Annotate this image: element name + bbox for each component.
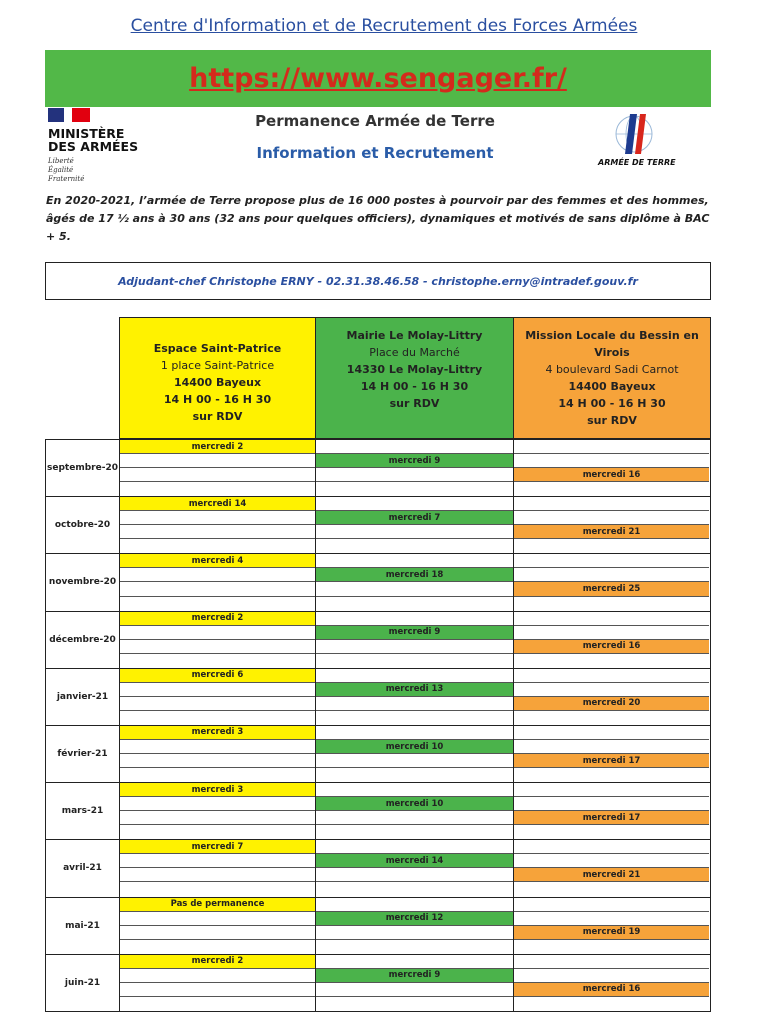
column-mission <box>514 669 709 725</box>
empty-cell <box>514 955 709 969</box>
empty-cell <box>316 669 513 683</box>
empty-cell <box>120 854 315 868</box>
column-mission <box>514 898 709 954</box>
empty-cell <box>514 654 709 668</box>
empty-cell <box>316 898 513 912</box>
empty-cell <box>120 697 315 711</box>
empty-cell <box>514 997 709 1011</box>
column-molay <box>316 612 514 668</box>
empty-cell <box>514 783 709 797</box>
column-mission <box>514 554 709 610</box>
empty-cell <box>514 669 709 683</box>
column-bayeux <box>120 554 316 610</box>
empty-cell <box>120 740 315 754</box>
empty-cell <box>120 454 315 468</box>
empty-cell <box>316 640 513 654</box>
armee-de-terre-text: ARMÉE DE TERRE <box>598 158 676 167</box>
empty-cell <box>120 811 315 825</box>
month-label: novembre-20 <box>46 554 120 610</box>
column-mission <box>514 612 709 668</box>
empty-cell <box>120 969 315 983</box>
column-bayeux <box>120 669 316 725</box>
empty-cell <box>316 582 513 596</box>
url-banner <box>45 50 711 107</box>
date-cell-molay: mercredi 7 <box>316 511 513 525</box>
schedule-row <box>45 955 711 1012</box>
month-label: mai-21 <box>46 898 120 954</box>
column-molay <box>316 955 514 1011</box>
column-mission <box>514 783 709 839</box>
empty-cell <box>120 768 315 782</box>
empty-cell <box>316 754 513 768</box>
empty-cell <box>316 955 513 969</box>
date-cell-mission: mercredi 16 <box>514 983 709 997</box>
empty-cell <box>316 868 513 882</box>
date-cell-bayeux: mercredi 7 <box>120 840 315 854</box>
empty-cell <box>316 554 513 568</box>
empty-cell <box>514 626 709 640</box>
schedule-table <box>45 439 711 1012</box>
date-cell-bayeux: mercredi 14 <box>120 497 315 511</box>
empty-cell <box>316 482 513 496</box>
contact-info: Adjudant-chef Christophe ERNY - 02.31.38.46.58 - christophe.erny@intradef.gouv.fr <box>118 274 638 288</box>
column-mission <box>514 726 709 782</box>
column-molay <box>316 898 514 954</box>
date-cell-bayeux: mercredi 2 <box>120 612 315 626</box>
empty-cell <box>316 440 513 454</box>
date-cell-molay: mercredi 10 <box>316 797 513 811</box>
empty-cell <box>316 697 513 711</box>
ministry-logo <box>48 108 188 184</box>
empty-cell <box>514 840 709 854</box>
date-cell-mission: mercredi 25 <box>514 582 709 596</box>
empty-cell <box>514 969 709 983</box>
location-header-saint-patrice: Espace Saint-Patrice 1 place Saint-Patrice 14400 Bayeux 14 H 00 - 16 H 30 sur RDV <box>119 317 316 439</box>
column-bayeux <box>120 497 316 553</box>
empty-cell <box>316 726 513 740</box>
empty-cell <box>316 497 513 511</box>
column-bayeux <box>120 955 316 1011</box>
date-cell-mission: mercredi 17 <box>514 811 709 825</box>
location-header-molay-littry: Mairie Le Molay-Littry Place du Marché 14330 Le Molay-Littry 14 H 00 - 16 H 30 sur RDV <box>315 317 514 439</box>
schedule-row <box>45 840 711 897</box>
date-cell-mission: mercredi 21 <box>514 525 709 539</box>
empty-cell <box>120 597 315 611</box>
empty-cell <box>316 468 513 482</box>
empty-cell <box>316 926 513 940</box>
empty-cell <box>514 854 709 868</box>
date-cell-mission: mercredi 16 <box>514 468 709 482</box>
empty-cell <box>514 539 709 553</box>
empty-cell <box>316 783 513 797</box>
empty-cell <box>514 711 709 725</box>
date-cell-molay: mercredi 9 <box>316 454 513 468</box>
date-cell-bayeux: Pas de permanence <box>120 898 315 912</box>
column-molay <box>316 783 514 839</box>
schedule-row <box>45 497 711 554</box>
date-cell-bayeux: mercredi 3 <box>120 783 315 797</box>
month-label: mars-21 <box>46 783 120 839</box>
column-bayeux <box>120 726 316 782</box>
month-label: février-21 <box>46 726 120 782</box>
empty-cell <box>120 626 315 640</box>
column-molay <box>316 440 514 496</box>
empty-cell <box>514 882 709 896</box>
page-title: Centre d'Information et de Recrutement des Forces Armées <box>130 16 638 36</box>
empty-cell <box>120 940 315 954</box>
date-cell-molay: mercredi 12 <box>316 912 513 926</box>
empty-cell <box>316 539 513 553</box>
empty-cell <box>514 497 709 511</box>
schedule-row <box>45 783 711 840</box>
schedule-row <box>45 669 711 726</box>
column-mission <box>514 955 709 1011</box>
empty-cell <box>120 482 315 496</box>
empty-cell <box>514 768 709 782</box>
ministry-motto: Liberté Égalité Fraternité <box>48 157 85 183</box>
empty-cell <box>120 683 315 697</box>
website-link[interactable]: https://www.sengager.fr/ <box>189 63 567 94</box>
empty-cell <box>120 754 315 768</box>
empty-cell <box>120 912 315 926</box>
ministry-name: MINISTÈRE DES ARMÉES <box>48 126 139 154</box>
empty-cell <box>514 683 709 697</box>
empty-cell <box>514 454 709 468</box>
empty-cell <box>120 997 315 1011</box>
column-molay <box>316 726 514 782</box>
empty-cell <box>120 468 315 482</box>
empty-cell <box>316 711 513 725</box>
schedule-row <box>45 554 711 611</box>
empty-cell <box>120 640 315 654</box>
empty-cell <box>316 840 513 854</box>
empty-cell <box>316 654 513 668</box>
date-cell-molay: mercredi 13 <box>316 683 513 697</box>
empty-cell <box>514 797 709 811</box>
date-cell-mission: mercredi 20 <box>514 697 709 711</box>
column-mission <box>514 840 709 896</box>
column-mission <box>514 497 709 553</box>
empty-cell <box>120 797 315 811</box>
schedule-row <box>45 612 711 669</box>
empty-cell <box>514 898 709 912</box>
empty-cell <box>316 597 513 611</box>
empty-cell <box>120 525 315 539</box>
empty-cell <box>514 511 709 525</box>
empty-cell <box>120 825 315 839</box>
date-cell-molay: mercredi 18 <box>316 568 513 582</box>
column-molay <box>316 840 514 896</box>
month-label: décembre-20 <box>46 612 120 668</box>
empty-cell <box>120 711 315 725</box>
month-label: avril-21 <box>46 840 120 896</box>
column-molay <box>316 554 514 610</box>
date-cell-molay: mercredi 9 <box>316 969 513 983</box>
date-cell-molay: mercredi 9 <box>316 626 513 640</box>
empty-cell <box>514 940 709 954</box>
date-cell-mission: mercredi 21 <box>514 868 709 882</box>
schedule-row <box>45 898 711 955</box>
empty-cell <box>514 740 709 754</box>
empty-cell <box>120 568 315 582</box>
empty-cell <box>514 568 709 582</box>
empty-cell <box>120 926 315 940</box>
empty-cell <box>514 482 709 496</box>
empty-cell <box>316 882 513 896</box>
contact-box <box>45 262 711 300</box>
marianne-flag-icon <box>48 108 90 122</box>
intro-paragraph: En 2020-2021, l’armée de Terre propose plus de 16 000 postes à pourvoir par des femmes et des hommes, âgés de 17 ½ ans à 30 ans (32 ans pour quelques officiers), dynamiques et motivés de sans diplôme à BAC + 5. <box>46 194 710 243</box>
empty-cell <box>316 811 513 825</box>
empty-cell <box>316 612 513 626</box>
date-cell-molay: mercredi 10 <box>316 740 513 754</box>
empty-cell <box>316 768 513 782</box>
section-heading <box>210 112 540 162</box>
column-bayeux <box>120 612 316 668</box>
empty-cell <box>514 612 709 626</box>
column-molay <box>316 669 514 725</box>
empty-cell <box>514 726 709 740</box>
empty-cell <box>120 539 315 553</box>
month-label: janvier-21 <box>46 669 120 725</box>
empty-cell <box>120 882 315 896</box>
location-header-mission-locale: Mission Locale du Bessin en Virois 4 boulevard Sadi Carnot 14400 Bayeux 14 H 00 - 16 H 30 sur RDV <box>513 317 711 439</box>
column-bayeux <box>120 783 316 839</box>
date-cell-mission: mercredi 17 <box>514 754 709 768</box>
date-cell-bayeux: mercredi 3 <box>120 726 315 740</box>
empty-cell <box>514 597 709 611</box>
empty-cell <box>514 554 709 568</box>
empty-cell <box>316 997 513 1011</box>
column-mission <box>514 440 709 496</box>
empty-cell <box>120 511 315 525</box>
month-label: octobre-20 <box>46 497 120 553</box>
column-bayeux <box>120 840 316 896</box>
empty-cell <box>120 983 315 997</box>
empty-cell <box>316 525 513 539</box>
empty-cell <box>514 912 709 926</box>
recruitment-subtitle: Information et Recrutement <box>256 144 494 162</box>
permanence-title: Permanence Armée de Terre <box>255 112 495 130</box>
date-cell-mission: mercredi 19 <box>514 926 709 940</box>
schedule-row <box>45 440 711 497</box>
date-cell-molay: mercredi 14 <box>316 854 513 868</box>
date-cell-bayeux: mercredi 2 <box>120 440 315 454</box>
empty-cell <box>120 582 315 596</box>
empty-cell <box>120 654 315 668</box>
empty-cell <box>514 825 709 839</box>
month-label: juin-21 <box>46 955 120 1011</box>
column-molay <box>316 497 514 553</box>
empty-cell <box>514 440 709 454</box>
empty-cell <box>120 868 315 882</box>
date-cell-mission: mercredi 16 <box>514 640 709 654</box>
empty-cell <box>316 940 513 954</box>
date-cell-bayeux: mercredi 6 <box>120 669 315 683</box>
empty-cell <box>316 983 513 997</box>
month-label: septembre-20 <box>46 440 120 496</box>
date-cell-bayeux: mercredi 2 <box>120 955 315 969</box>
empty-cell <box>316 825 513 839</box>
schedule-row <box>45 726 711 783</box>
column-bayeux <box>120 440 316 496</box>
column-bayeux <box>120 898 316 954</box>
date-cell-bayeux: mercredi 4 <box>120 554 315 568</box>
